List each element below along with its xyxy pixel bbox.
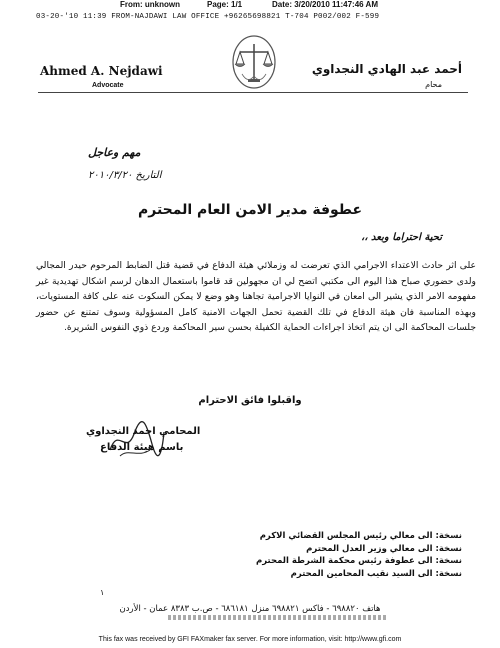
fax-transmission-line: 03-20-'10 11:39 FROM-NAJDAWI LAW OFFICE +96265698821 T-704 P002/002 F-599: [36, 13, 380, 21]
copy-recipient: نسخة: الى عطوفة رئيس محكمة الشرطة المحترم: [256, 556, 462, 566]
fax-page-count: Page: 1/1: [207, 0, 243, 9]
lawyer-title-english: Advocate: [92, 82, 124, 89]
fax-date: Date: 3/20/2010 11:47:46 AM: [272, 0, 378, 9]
letter-greeting: تحية احتراما وبعد ،،: [361, 232, 442, 243]
copies-list: [256, 530, 462, 580]
page-number: ١: [100, 588, 105, 597]
faded-footer-line: [168, 615, 388, 620]
lawyer-name-arabic: أحمد عبد الهادي النجداوي: [311, 62, 462, 76]
fax-from: From: unknown: [120, 0, 180, 9]
letter-closing: واقبلوا فائق الاحترام: [198, 395, 302, 406]
copy-recipient: نسخة: الى السيد نقيب المحامين المحترم: [290, 568, 462, 579]
lawyer-title-arabic: محام: [425, 80, 442, 89]
scales-of-justice-emblem: [230, 34, 278, 90]
signature-name: المحامي احمد النجداوي: [86, 426, 201, 437]
signature-capacity: باسم هيئة الدفاع: [100, 442, 184, 453]
fax-receipt-header: [0, 0, 500, 11]
letter-date: التاريخ ٢٠١٠/٣/٢٠: [88, 170, 162, 181]
fax-server-notice: This fax was received by GFI FAXmaker fax server. For more information, visit: http://www.gfi.com: [98, 636, 402, 643]
copy-recipient: نسخة: الى معالي رئيس المجلس القضائي الاكرم: [259, 531, 462, 541]
urgency-note: مهم وعاجل: [88, 146, 141, 159]
letter-addressee: عطوفة مدير الامن العام المحترم: [137, 202, 363, 218]
lawyer-name-english: Ahmed A. Nejdawi: [40, 64, 163, 78]
copy-recipient: نسخة: الى معالي وزير العدل المحترم: [306, 543, 462, 554]
letter-body: على اثر حادث الاعتداء الاجرامي الذي تعرضت له وزملائي هيئة الدفاع في قضية قتل الضابط المرحوم حيدر المجالي ولدى حضوري صباح هذا اليوم الى مكتبي اتضح لي ان مجهولين قد قاموا باستعمال الدهان لرسم اشكال تهديدية غير مفهومه الامر الذي يشير الى امعان في النوايا الاجرامية تجاهنا وهو وضع لا يمكن السكوت عنه على كافة المستويات، وبهذه المناسبة فان هيئة الدفاع في تلك القضية تحمل الجهات الامنية كامل المسؤولية وسوف تمتنع عن حضور جلسات المحاكمة الى ان يتم اتخاذ اجراءات الحماية الكفيلة بحسن سير المحاكمة وردع ذوي النفوس الشريرة.: [36, 260, 476, 333]
letterhead-divider: [38, 92, 468, 93]
office-contact-footer: هاتف ٦٩٨٨٢٠ - فاكس ٦٩٨٨٢١ منزل ٦٨٦١٨١ - ص.ب ٨٣٨٣ عمان - الأردن: [119, 604, 381, 614]
